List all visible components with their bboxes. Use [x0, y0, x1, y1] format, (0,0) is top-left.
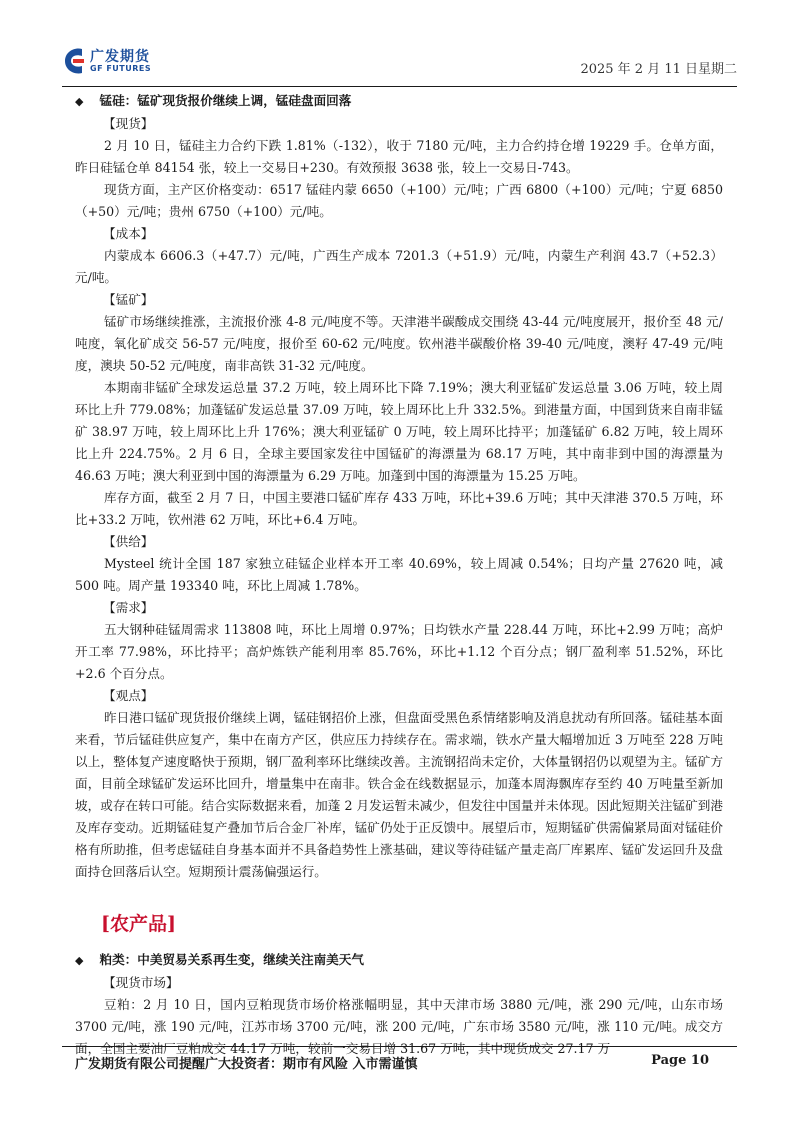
logo-text-en: GF FUTURES — [90, 64, 152, 73]
header-date: 2025 年 2 月 11 日星期二 — [580, 62, 737, 77]
heading-manganese — [75, 90, 723, 113]
section-title-agri: [农产品] — [101, 913, 176, 935]
heading-meal — [75, 949, 723, 972]
paragraph-cost: 内蒙成本 6606.3（+47.7）元/吨，广西生产成本 7201.3（+51.9）元/吨，内蒙生产利润 43.7（+52.3）元/吨。 — [75, 248, 723, 285]
page-header — [62, 44, 737, 86]
report-body — [75, 90, 723, 1060]
paragraph-spot-2: 现货方面，主产区价格变动：6517 锰硅内蒙 6650（+100）元/吨；广西 6800（+100）元/吨；宁夏 6850（+50）元/吨；贵州 6750（+100）元/吨。 — [75, 182, 723, 219]
paragraph-supply: Mysteel 统计全国 187 家独立硅锰企业样本开工率 40.69%，较上周减 0.54%；日均产量 27620 吨，减 500 吨。周产量 193340 吨，环比上周减 1.78%。 — [75, 556, 723, 593]
paragraph-soymeal: 豆粕：2 月 10 日，国内豆粕现货市场价格涨幅明显，其中天津市场 3880 元/吨，涨 290 元/吨，山东市场 3700 元/吨，涨 190 元/吨，江苏市场 3700 元/吨，涨 200 元/吨，广东市场 3580 元/吨，涨 110 元/吨。成交方面，全国主要油厂豆粕成交 44.17 万吨，较前一交易日增 31.67 万吨，其中现货成交 27.17 万 — [75, 997, 723, 1056]
page-number: Page 10 — [651, 1053, 709, 1068]
logo-text-cn: 广发期货 — [90, 49, 150, 65]
label-ore: 【锰矿】 — [103, 292, 154, 307]
footer-disclaimer: 广发期货有限公司提醒广大投资者：期市有风险 入市需谨慎 — [75, 1057, 418, 1072]
paragraph-demand: 五大钢种硅锰周需求 113808 吨，环比上周增 0.97%；日均铁水产量 228.44 万吨，环比+2.99 万吨；高炉开工率 77.98%，环比持平；高炉炼铁产能利用率 85.76%，环比+1.12 个百分点；钢厂盈利率 51.52%，环比+2.6 个百分点。 — [75, 622, 723, 681]
heading-meal-text: 粕类：中美贸易关系再生变，继续关注南美天气 — [99, 952, 364, 967]
label-spot-market: 【现货市场】 — [103, 975, 179, 990]
diamond-bullet-icon: ◆ — [75, 954, 84, 967]
paragraph-ore-3: 库存方面，截至 2 月 7 日，中国主要港口锰矿库存 433 万吨，环比+39.6 万吨；其中天津港 370.5 万吨，环比+33.2 万吨，钦州港 62 万吨，环比+6.4 万吨。 — [75, 490, 723, 527]
footer-rule — [62, 1046, 737, 1047]
diamond-bullet-icon: ◆ — [75, 95, 84, 108]
label-demand: 【需求】 — [103, 600, 154, 615]
label-spot: 【现货】 — [103, 116, 154, 131]
label-view: 【观点】 — [103, 688, 154, 703]
gf-futures-logo-icon — [62, 46, 86, 76]
header-rule — [62, 86, 737, 87]
paragraph-ore-2: 本期南非锰矿全球发运总量 37.2 万吨，较上周环比下降 7.19%；澳大利亚锰矿发运总量 3.06 万吨，较上周环比上升 779.08%；加蓬锰矿发运总量 37.09 万吨，较上周环比上升 332.5%。到港量方面，中国到货来自南非锰矿 38.97 万吨，较上周环比上升 176%；澳大利亚锰矿 0 万吨，较上周环比持平；加蓬锰矿 6.82 万吨，较上周环比上升 224.75%。2 月 6 日，全球主要国家发往中国锰矿的海漂量为 68.17 万吨，其中南非到中国的海漂量为 46.63 万吨；澳大利亚到中国的海漂量为 6.29 万吨。加蓬到中国的海漂量为 15.25 万吨。 — [75, 380, 723, 483]
heading-manganese-text: 锰硅：锰矿现货报价继续上调，锰硅盘面回落 — [99, 93, 352, 108]
paragraph-spot-1: 2 月 10 日，锰硅主力合约下跌 1.81%（-132），收于 7180 元/吨，主力合约持仓增 19229 手。仓单方面，昨日硅锰仓单 84154 张，较上一交易日+230。有效预报 3638 张，较上一交易日-743。 — [75, 138, 723, 175]
paragraph-view: 昨日港口锰矿现货报价继续上调，锰硅钢招价上涨，但盘面受黑色系情绪影响及消息扰动有所回落。锰硅基本面来看，节后锰硅供应复产，集中在南方产区，供应压力持续存在。需求端，铁水产量大幅增加近 3 万吨至 228 万吨以上，整体复产速度略快于预期，钢厂盈利率环比继续改善。主流钢招尚未定价，大体量钢招仍以观望为主。锰矿方面，目前全球锰矿发运环比回升，增量集中在南非。铁合金在线数据显示，加蓬本周海飘库存至约 40 万吨量至新加坡，或存在转口可能。结合实际数据来看，加蓬 2 月发运暂未减少，但发往中国量并未体现。因此短期关注锰矿到港及库存变动。近期锰硅复产叠加节后合金厂补库，锰矿仍处于正反馈中。展望后市，短期锰矿供需偏紧局面对锰硅价格有所助推，但考虑锰硅自身基本面并不具备趋势性上涨基础，建议等待硅锰产量走高厂库累库、锰矿发运回升及盘面持仓回落后认空。短期预计震荡偏强运行。 — [75, 710, 723, 879]
paragraph-ore-1: 锰矿市场继续推涨，主流报价涨 4-8 元/吨度不等。天津港半碳酸成交围绕 43-44 元/吨度展开，报价至 48 元/吨度，氧化矿成交 56-57 元/吨度，报价至 60-62 元/吨度。钦州港半碳酸价格 39-40 元/吨度，澳籽 47-49 元/吨度，澳块 50-52 元/吨度，南非高铁 31-32 元/吨度。 — [75, 314, 723, 373]
label-supply: 【供给】 — [103, 534, 154, 549]
label-cost: 【成本】 — [103, 226, 154, 241]
